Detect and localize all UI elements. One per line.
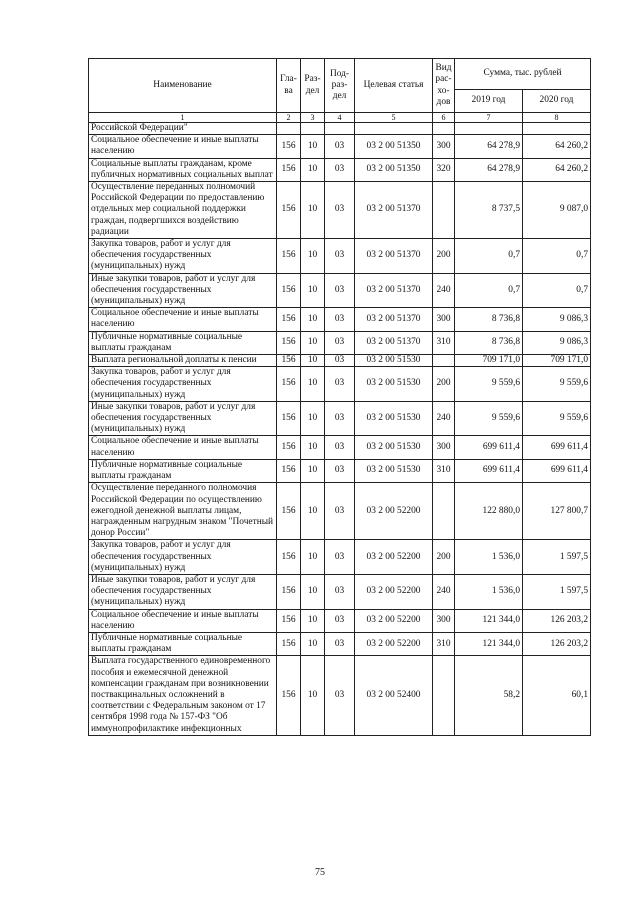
column-number: 2 xyxy=(277,113,301,123)
row-amount-2019: 0,7 xyxy=(455,273,523,308)
row-chapter: 156 xyxy=(277,308,301,331)
row-expense-type: 200 xyxy=(433,239,455,274)
row-chapter: 156 xyxy=(277,540,301,575)
row-chapter: 156 xyxy=(277,574,301,609)
row-target: 03 2 00 52200 xyxy=(355,540,433,575)
row-target: 03 2 00 52200 xyxy=(355,609,433,632)
row-subsection: 03 xyxy=(325,331,355,354)
row-target: 03 2 00 51370 xyxy=(355,182,433,239)
row-expense-type: 200 xyxy=(433,540,455,575)
row-amount-2019: 0,7 xyxy=(455,239,523,274)
table-row xyxy=(89,367,591,402)
row-name: Закупка товаров, работ и услуг для обеспечения государственных (муниципальных) нужд xyxy=(89,540,277,575)
row-amount-2019: 64 278,9 xyxy=(455,135,523,158)
column-number: 5 xyxy=(355,113,433,123)
row-name: Закупка товаров, работ и услуг для обеспечения государственных (муниципальных) нужд xyxy=(89,367,277,402)
row-name: Выплата региональной доплаты к пенсии xyxy=(89,355,277,367)
column-number: 8 xyxy=(523,113,591,123)
row-amount-2020: 60,1 xyxy=(523,656,591,735)
row-section: 10 xyxy=(301,273,325,308)
row-target: 03 2 00 51370 xyxy=(355,239,433,274)
row-subsection: 03 xyxy=(325,483,355,540)
row-amount-2020: 126 203,2 xyxy=(523,609,591,632)
row-target: 03 2 00 51370 xyxy=(355,273,433,308)
row-amount-2019: 9 559,6 xyxy=(455,401,523,436)
row-chapter: 156 xyxy=(277,182,301,239)
row-chapter xyxy=(277,123,301,135)
row-amount-2020: 9 087,0 xyxy=(523,182,591,239)
row-section: 10 xyxy=(301,656,325,735)
row-subsection: 03 xyxy=(325,656,355,735)
row-target: 03 2 00 51530 xyxy=(355,367,433,402)
header-name: Наименование xyxy=(89,59,277,113)
row-target: 03 2 00 51530 xyxy=(355,401,433,436)
row-expense-type: 240 xyxy=(433,574,455,609)
header-amount: Сумма, тыс. рублей xyxy=(455,59,591,90)
row-name: Социальные выплаты гражданам, кроме публичных нормативных социальных выплат xyxy=(89,158,277,181)
row-chapter: 156 xyxy=(277,401,301,436)
row-expense-type xyxy=(433,123,455,135)
row-name: Осуществление переданных полномочий Российской Федерации по предоставлению отдельных мер социальной поддержки граждан, подвергшихся воздействию радиации xyxy=(89,182,277,239)
column-number: 3 xyxy=(301,113,325,123)
row-name: Иные закупки товаров, работ и услуг для обеспечения государственных (муниципальных) нужд xyxy=(89,401,277,436)
row-expense-type: 300 xyxy=(433,436,455,459)
row-amount-2020: 9 559,6 xyxy=(523,401,591,436)
row-amount-2019: 8 736,8 xyxy=(455,331,523,354)
column-number-row xyxy=(89,113,591,123)
row-expense-type: 300 xyxy=(433,308,455,331)
row-amount-2020 xyxy=(523,123,591,135)
row-subsection: 03 xyxy=(325,182,355,239)
row-name: Выплата государственного единовременного пособия и ежемесячной денежной компенсации гражданам при возникновении поствакцинальных осложнений в соответствии с Федеральным законом от 17 сентября 1998 года № 157-ФЗ "Об иммунопрофилактике инфекционных xyxy=(89,656,277,735)
row-name: Российской Федерации" xyxy=(89,123,277,135)
table-row xyxy=(89,609,591,632)
row-subsection: 03 xyxy=(325,436,355,459)
page-number: 75 xyxy=(315,867,325,878)
row-subsection: 03 xyxy=(325,239,355,274)
row-subsection: 03 xyxy=(325,401,355,436)
header-target: Целевая статья xyxy=(355,59,433,113)
row-target: 03 2 00 51370 xyxy=(355,331,433,354)
row-amount-2020: 699 611,4 xyxy=(523,436,591,459)
table-row xyxy=(89,401,591,436)
row-amount-2019: 8 736,8 xyxy=(455,308,523,331)
row-expense-type: 320 xyxy=(433,158,455,181)
row-amount-2020: 64 260,2 xyxy=(523,158,591,181)
row-name: Социальное обеспечение и иные выплаты населению xyxy=(89,609,277,632)
header-year-2019: 2019 год xyxy=(455,90,523,113)
row-subsection: 03 xyxy=(325,574,355,609)
row-chapter: 156 xyxy=(277,483,301,540)
row-subsection xyxy=(325,123,355,135)
table-row xyxy=(89,123,591,135)
row-name: Иные закупки товаров, работ и услуг для обеспечения государственных (муниципальных) нужд xyxy=(89,273,277,308)
row-name: Социальное обеспечение и иные выплаты населению xyxy=(89,308,277,331)
row-amount-2019: 8 737,5 xyxy=(455,182,523,239)
row-section: 10 xyxy=(301,459,325,482)
row-section: 10 xyxy=(301,355,325,367)
table-row xyxy=(89,135,591,158)
row-expense-type: 310 xyxy=(433,632,455,655)
row-target: 03 2 00 51350 xyxy=(355,135,433,158)
row-section: 10 xyxy=(301,540,325,575)
row-chapter: 156 xyxy=(277,355,301,367)
row-amount-2019: 1 536,0 xyxy=(455,540,523,575)
row-chapter: 156 xyxy=(277,239,301,274)
row-amount-2020: 9 559,6 xyxy=(523,367,591,402)
row-amount-2020: 64 260,2 xyxy=(523,135,591,158)
header-section: Раз-дел xyxy=(301,59,325,113)
row-target: 03 2 00 51530 xyxy=(355,355,433,367)
table-row xyxy=(89,632,591,655)
row-name: Осуществление переданного полномочия Российской Федерации по осуществлению ежегодной денежной выплаты лицам, награжденным нагрудным знаком "Почетный донор России" xyxy=(89,483,277,540)
row-subsection: 03 xyxy=(325,609,355,632)
row-name: Публичные нормативные социальные выплаты гражданам xyxy=(89,459,277,482)
row-section xyxy=(301,123,325,135)
table-row xyxy=(89,574,591,609)
row-name: Иные закупки товаров, работ и услуг для обеспечения государственных (муниципальных) нужд xyxy=(89,574,277,609)
row-target: 03 2 00 51530 xyxy=(355,436,433,459)
row-subsection: 03 xyxy=(325,308,355,331)
table-row xyxy=(89,158,591,181)
header-year-2020: 2020 год xyxy=(523,90,591,113)
row-amount-2019: 699 611,4 xyxy=(455,459,523,482)
row-amount-2019: 122 880,0 xyxy=(455,483,523,540)
row-target: 03 2 00 52200 xyxy=(355,632,433,655)
row-chapter: 156 xyxy=(277,459,301,482)
row-amount-2019: 699 611,4 xyxy=(455,436,523,459)
row-subsection: 03 xyxy=(325,135,355,158)
row-expense-type: 300 xyxy=(433,609,455,632)
row-section: 10 xyxy=(301,158,325,181)
row-chapter: 156 xyxy=(277,135,301,158)
row-section: 10 xyxy=(301,239,325,274)
row-section: 10 xyxy=(301,308,325,331)
row-amount-2019: 709 171,0 xyxy=(455,355,523,367)
table-row xyxy=(89,355,591,367)
row-subsection: 03 xyxy=(325,540,355,575)
table-header xyxy=(89,59,591,123)
row-target xyxy=(355,123,433,135)
table-row xyxy=(89,182,591,239)
row-amount-2020: 0,7 xyxy=(523,239,591,274)
row-section: 10 xyxy=(301,135,325,158)
row-section: 10 xyxy=(301,182,325,239)
row-expense-type: 240 xyxy=(433,273,455,308)
row-subsection: 03 xyxy=(325,158,355,181)
row-expense-type xyxy=(433,483,455,540)
column-number: 1 xyxy=(89,113,277,123)
row-subsection: 03 xyxy=(325,355,355,367)
row-chapter: 156 xyxy=(277,158,301,181)
row-amount-2020: 9 086,3 xyxy=(523,331,591,354)
row-amount-2019: 121 344,0 xyxy=(455,609,523,632)
row-expense-type: 200 xyxy=(433,367,455,402)
header-expense-type: Вид рас-хо-дов xyxy=(433,59,455,113)
table-row xyxy=(89,459,591,482)
row-expense-type xyxy=(433,656,455,735)
row-chapter: 156 xyxy=(277,273,301,308)
row-amount-2020: 0,7 xyxy=(523,273,591,308)
row-target: 03 2 00 51370 xyxy=(355,308,433,331)
row-section: 10 xyxy=(301,574,325,609)
row-subsection: 03 xyxy=(325,632,355,655)
row-target: 03 2 00 52200 xyxy=(355,574,433,609)
row-amount-2020: 699 611,4 xyxy=(523,459,591,482)
row-chapter: 156 xyxy=(277,331,301,354)
row-amount-2020: 1 597,5 xyxy=(523,540,591,575)
row-section: 10 xyxy=(301,367,325,402)
row-subsection: 03 xyxy=(325,273,355,308)
row-chapter: 156 xyxy=(277,632,301,655)
row-target: 03 2 00 51530 xyxy=(355,459,433,482)
row-name: Закупка товаров, работ и услуг для обеспечения государственных (муниципальных) нужд xyxy=(89,239,277,274)
row-amount-2019: 58,2 xyxy=(455,656,523,735)
row-name: Публичные нормативные социальные выплаты гражданам xyxy=(89,331,277,354)
header-subsection: Под-раз-дел xyxy=(325,59,355,113)
table-body xyxy=(89,123,591,736)
row-amount-2020: 127 800,7 xyxy=(523,483,591,540)
table-row xyxy=(89,540,591,575)
row-expense-type: 240 xyxy=(433,401,455,436)
row-section: 10 xyxy=(301,331,325,354)
row-amount-2019: 9 559,6 xyxy=(455,367,523,402)
row-section: 10 xyxy=(301,483,325,540)
row-target: 03 2 00 52200 xyxy=(355,483,433,540)
table-row xyxy=(89,308,591,331)
row-section: 10 xyxy=(301,632,325,655)
row-name: Социальное обеспечение и иные выплаты населению xyxy=(89,436,277,459)
header-chapter: Гла-ва xyxy=(277,59,301,113)
row-expense-type xyxy=(433,182,455,239)
row-expense-type: 310 xyxy=(433,459,455,482)
row-amount-2020: 1 597,5 xyxy=(523,574,591,609)
row-expense-type: 300 xyxy=(433,135,455,158)
row-section: 10 xyxy=(301,609,325,632)
row-name: Публичные нормативные социальные выплаты гражданам xyxy=(89,632,277,655)
row-amount-2019: 1 536,0 xyxy=(455,574,523,609)
row-chapter: 156 xyxy=(277,436,301,459)
row-subsection: 03 xyxy=(325,367,355,402)
row-section: 10 xyxy=(301,401,325,436)
row-subsection: 03 xyxy=(325,459,355,482)
row-name: Социальное обеспечение и иные выплаты населению xyxy=(89,135,277,158)
row-section: 10 xyxy=(301,436,325,459)
row-target: 03 2 00 52400 xyxy=(355,656,433,735)
table-row xyxy=(89,273,591,308)
column-number: 7 xyxy=(455,113,523,123)
row-amount-2019: 64 278,9 xyxy=(455,158,523,181)
row-amount-2020: 126 203,2 xyxy=(523,632,591,655)
row-chapter: 156 xyxy=(277,656,301,735)
budget-table xyxy=(88,58,591,736)
row-amount-2019: 121 344,0 xyxy=(455,632,523,655)
table-row xyxy=(89,331,591,354)
row-chapter: 156 xyxy=(277,609,301,632)
column-number: 4 xyxy=(325,113,355,123)
column-number: 6 xyxy=(433,113,455,123)
table-row xyxy=(89,239,591,274)
row-amount-2020: 709 171,0 xyxy=(523,355,591,367)
table-row xyxy=(89,656,591,735)
row-chapter: 156 xyxy=(277,367,301,402)
row-amount-2019 xyxy=(455,123,523,135)
table-row xyxy=(89,436,591,459)
row-expense-type: 310 xyxy=(433,331,455,354)
table-row xyxy=(89,483,591,540)
row-expense-type xyxy=(433,355,455,367)
row-amount-2020: 9 086,3 xyxy=(523,308,591,331)
row-target: 03 2 00 51350 xyxy=(355,158,433,181)
